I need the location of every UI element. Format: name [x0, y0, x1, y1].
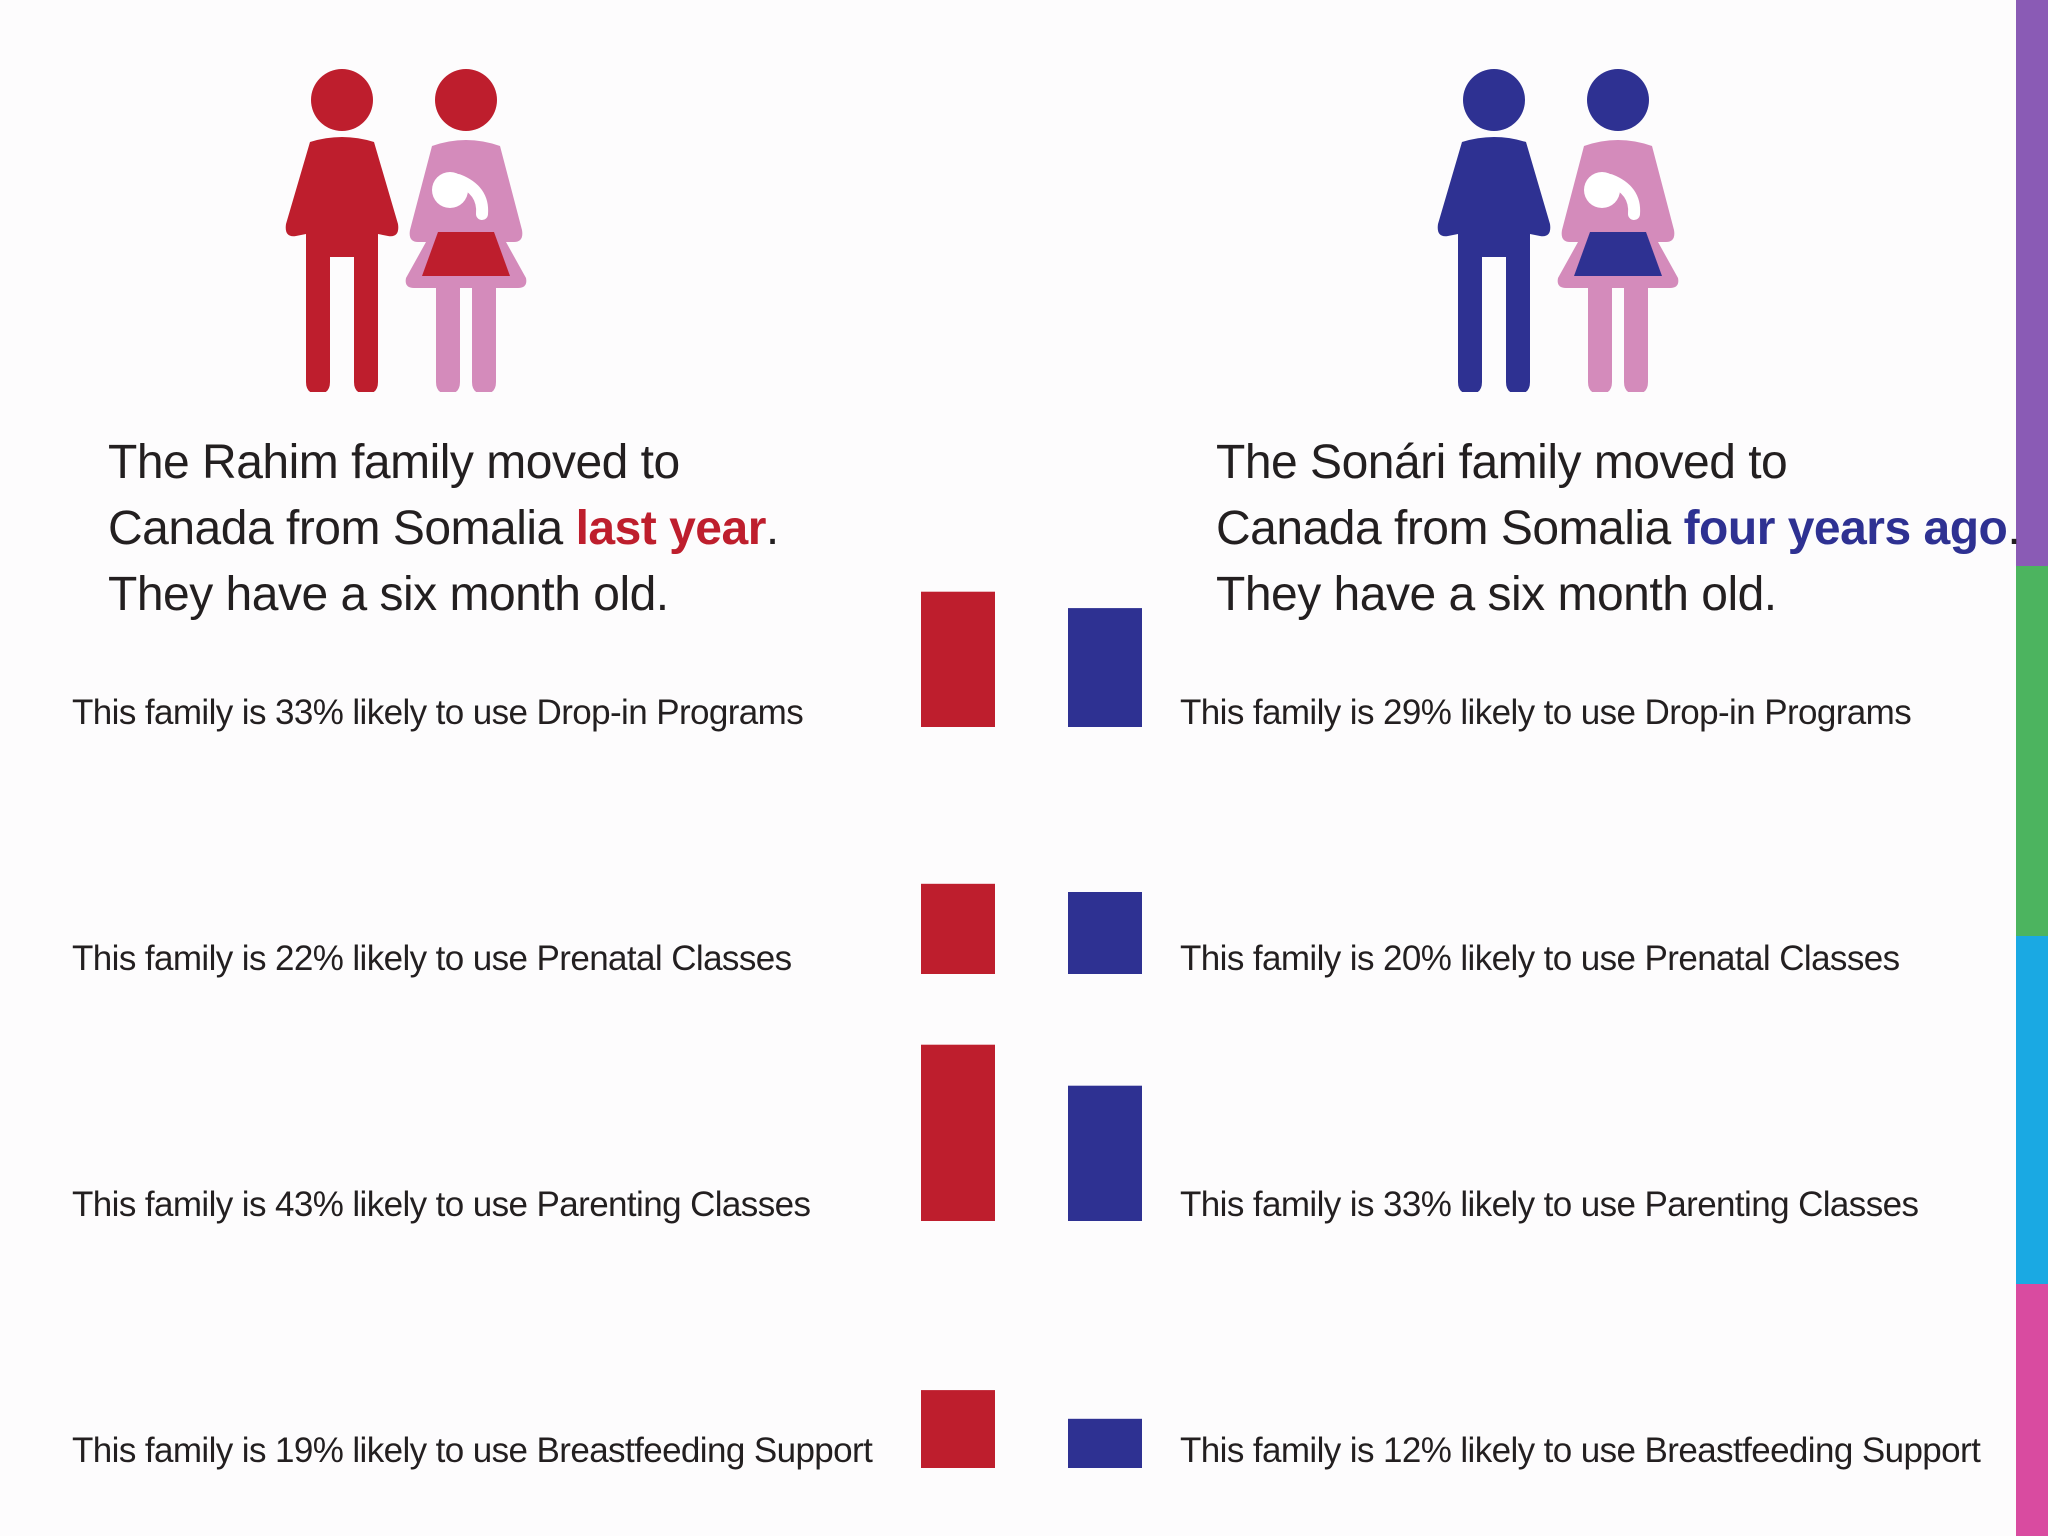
rahim-stat-breastfeeding: This family is 19% likely to use Breastfeeding Support	[72, 1431, 873, 1470]
sonari-stat-drop-in: This family is 29% likely to use Drop-in Programs	[1180, 693, 1912, 732]
sonari-intro-line2-text: Canada from Somalia	[1216, 502, 1684, 555]
rahim-intro-highlight: last year	[575, 502, 766, 555]
sonari-bar-drop-in-programs	[1068, 608, 1142, 727]
rahim-stat-parenting: This family is 43% likely to use Parenting Classes	[72, 1185, 811, 1224]
rahim-bar-drop-in-programs	[921, 592, 995, 727]
rahim-intro-line1: The Rahim family moved to	[108, 436, 680, 489]
rahim-stat-prenatal: This family is 22% likely to use Prenatal Classes	[72, 939, 792, 978]
sonari-bar-parenting-classes	[1068, 1086, 1142, 1221]
sonari-intro-highlight: four years ago	[1683, 502, 2008, 555]
sonari-stat-prenatal: This family is 20% likely to use Prenatal Classes	[1180, 939, 1900, 978]
rahim-intro-line3: They have a six month old.	[108, 568, 669, 621]
rahim-stat-drop-in: This family is 33% likely to use Drop-in Programs	[72, 693, 804, 732]
sonari-intro-period: .	[2007, 502, 2021, 555]
rahim-bar-prenatal-classes	[921, 884, 995, 974]
sonari-bar-breastfeeding-support	[1068, 1419, 1142, 1468]
rahim-intro-line2-text: Canada from Somalia	[108, 502, 576, 555]
sonari-bar-prenatal-classes	[1068, 892, 1142, 974]
rahim-bar-breastfeeding-support	[921, 1390, 995, 1468]
sonari-intro-line1: The Sonári family moved to	[1216, 436, 1788, 489]
rahim-intro-period: .	[765, 502, 779, 555]
sonari-stat-breastfeeding: This family is 12% likely to use Breastfeeding Support	[1180, 1431, 1981, 1470]
sonari-intro-line3: They have a six month old.	[1216, 568, 1777, 621]
sonari-stat-parenting: This family is 33% likely to use Parenting Classes	[1180, 1185, 1919, 1224]
rahim-bar-parenting-classes	[921, 1045, 995, 1221]
